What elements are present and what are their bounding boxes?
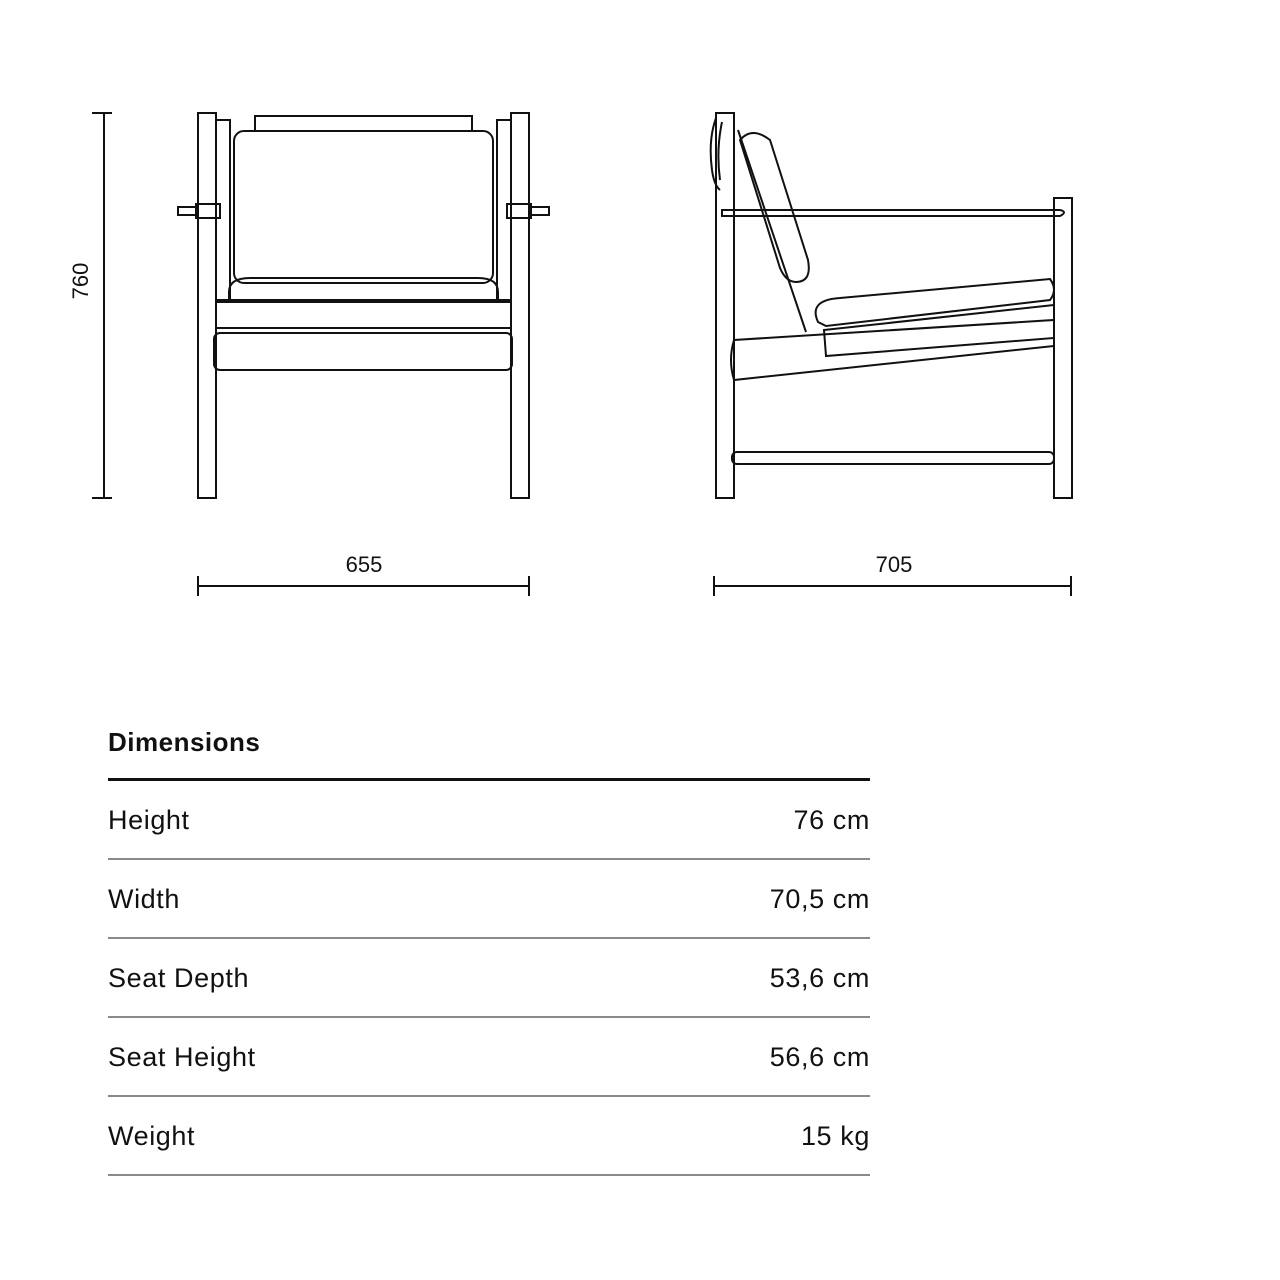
height-dimension [92,113,112,498]
dimensions-table [108,722,870,1176]
table-row [108,1018,870,1097]
height-dimension-label: 760 [68,262,93,300]
front-width-dimension-label: 655 [345,552,383,577]
row-label: Seat Height [108,1042,256,1072]
side-depth-dimension [714,576,1071,596]
row-value: 15 kg [800,1121,870,1151]
row-value: 53,6 cm [769,963,870,993]
row-label: Width [108,884,181,914]
chair-front-view [178,113,549,498]
side-depth-dimension-label: 705 [875,552,913,577]
row-label: Seat Depth [108,963,250,993]
row-value: 70,5 cm [769,884,870,914]
table-row [108,781,870,860]
front-width-dimension [198,576,529,596]
row-value: 56,6 cm [769,1042,870,1072]
table-row [108,860,870,939]
row-value: 76 cm [793,805,870,835]
row-label: Height [108,805,190,835]
dimensions-heading: Dimensions [108,722,870,781]
row-label: Weight [108,1121,196,1151]
chair-side-view [711,113,1072,498]
table-row [108,1097,870,1176]
table-row [108,939,870,1018]
